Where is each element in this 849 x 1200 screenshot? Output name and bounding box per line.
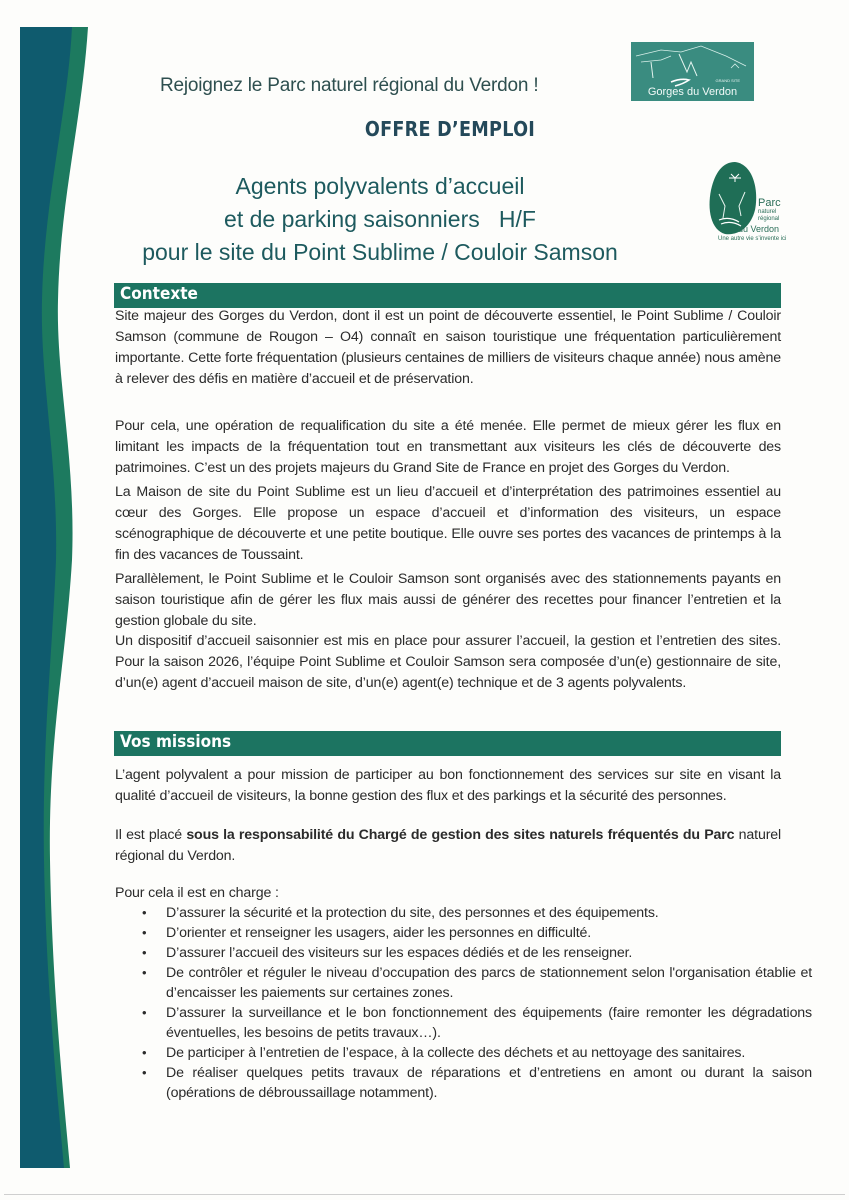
contexte-paragraph: Un dispositif d’accueil saisonnier est mis en place pour assurer l’accueil, la gestion et l’entretien des sites. Pour la saison 2026, l’équipe Point Sublime et Couloir Samson sera composée d’un(e) gestionnaire de site, d’un(e) agent d’accueil maison de site, d’un(e) agent(e) technique et de 3 agents polyvalents. <box>115 633 781 691</box>
responsibility-bold: sous la responsabilité du Chargé de gestion des sites naturels fréquentés du Parc <box>186 827 735 843</box>
grand-site-label: GRAND SITE <box>715 78 740 83</box>
responsibility-prefix: Il est placé <box>115 827 187 843</box>
offer-title: OFFRE D’EMPLOI <box>364 117 536 141</box>
gorges-du-verdon-logo <box>631 42 754 101</box>
contexte-paragraph: Pour cela, une opération de requalification du site a été menée. Elle permet de mieux gérer les flux en limitant les impacts de la fréquentation tout en transmettant aux visiteurs les clés de découverte des patrimoines. C’est un des projets majeurs du Grand Site de France en projet des Gorges du Verdon. <box>115 418 781 476</box>
parc-logo-slogan: Une autre vie s’invente ici <box>718 236 787 242</box>
missions-list-intro: Pour cela il est en charge : <box>115 885 279 901</box>
contexte-paragraph: La Maison de site du Point Sublime est un lieu d’accueil et d’interprétation des patrimoines essentiel au cœur des Gorges. Elle propose un espace d’accueil et d’information des visiteurs, un espace scénographique de découverte et une petite boutique. Elle ouvre ses portes des vacances de printemps à la fin des vacances de Toussaint. <box>115 484 781 563</box>
job-title-line: pour le site du Point Sublime / Couloir Samson <box>142 239 618 265</box>
job-title <box>100 170 660 269</box>
parc-logo-naturel: naturel <box>758 209 777 215</box>
mission-item-text: De réaliser quelques petits travaux de réparations et d’entretiens en amont ou durant la saison (opérations de débroussaillage notamment). <box>166 1065 812 1101</box>
mission-item-text: D’assurer la sécurité et la protection du site, des personnes et des équipements. <box>166 905 659 921</box>
parc-logo-regional: régional <box>758 216 780 222</box>
mission-item-text: D’assurer l’accueil des visiteurs sur les espaces dédiés et de les renseigner. <box>166 945 633 961</box>
mission-item-text: D’orienter et renseigner les usagers, aider les personnes en difficulté. <box>166 925 592 941</box>
job-title-line: et de parking saisonniers H/F <box>224 206 536 232</box>
section-heading-text: Vos missions <box>120 732 232 752</box>
contexte-paragraph: Site majeur des Gorges du Verdon, dont il est un point de découverte essentiel, le Point Sublime / Couloir Samson (commune de Rougon – O4) connaît en saison touristique une fréquentation particulièrement importante. Cette forte fréquentation (plusieurs centaines de milliers de visiteurs chaque année) nous amène à relever des défis en matière d’accueil et de préservation. <box>115 308 781 387</box>
mission-item-text: D’assurer la surveillance et le bon fonctionnement des équipements (faire remonter les dégradations éventuelles, les besoins de petits travaux…). <box>166 1005 812 1041</box>
parc-logo-line1: Parc <box>758 197 781 209</box>
missions-list <box>115 903 812 1103</box>
mission-item <box>115 963 812 1003</box>
mission-item <box>115 943 781 963</box>
responsibility-suffix: naturel régional du Verdon. <box>115 827 782 864</box>
gorges-logo-label: Gorges du Verdon <box>647 86 738 98</box>
section-heading-contexte <box>114 283 781 308</box>
section-heading-missions <box>114 731 781 756</box>
mission-item <box>115 923 781 943</box>
parc-logo-line4: du Verdon <box>738 224 780 234</box>
missions-responsibility <box>115 825 781 867</box>
page-bottom-rule <box>4 1194 845 1195</box>
missions-intro: L’agent polyvalent a pour mission de participer au bon fonctionnement des services sur site en visant la qualité d’accueil de visiteurs, la bonne gestion des flux et des parkings et la sécurité des personnes. <box>115 767 781 804</box>
mission-item <box>115 1003 812 1043</box>
recruitment-tagline: Rejoignez le Parc naturel régional du Verdon ! <box>160 75 539 96</box>
mission-item-text: De contrôler et réguler le niveau d’occupation des parcs de stationnement selon l'organisation établie et d’encaisser les paiements sur certaines zones. <box>166 965 812 1001</box>
section-heading-text: Contexte <box>120 284 198 304</box>
job-title-line: Agents polyvalents d’accueil <box>235 173 525 199</box>
mission-item <box>115 1043 781 1063</box>
mission-item <box>115 903 781 923</box>
mission-item-text: De participer à l’entretien de l’espace, à la collecte des déchets et au nettoyage des sanitaires. <box>166 1045 746 1061</box>
contexte-paragraph: Parallèlement, le Point Sublime et le Couloir Samson sont organisés avec des stationnements payants en saison touristique afin de gérer les flux mais aussi de générer des recettes pour financer l’entretien et la gestion globale du site. <box>115 571 781 629</box>
mission-item <box>115 1063 812 1103</box>
parc-logo-line2 <box>758 209 779 223</box>
parc-naturel-verdon-logo <box>700 160 787 255</box>
